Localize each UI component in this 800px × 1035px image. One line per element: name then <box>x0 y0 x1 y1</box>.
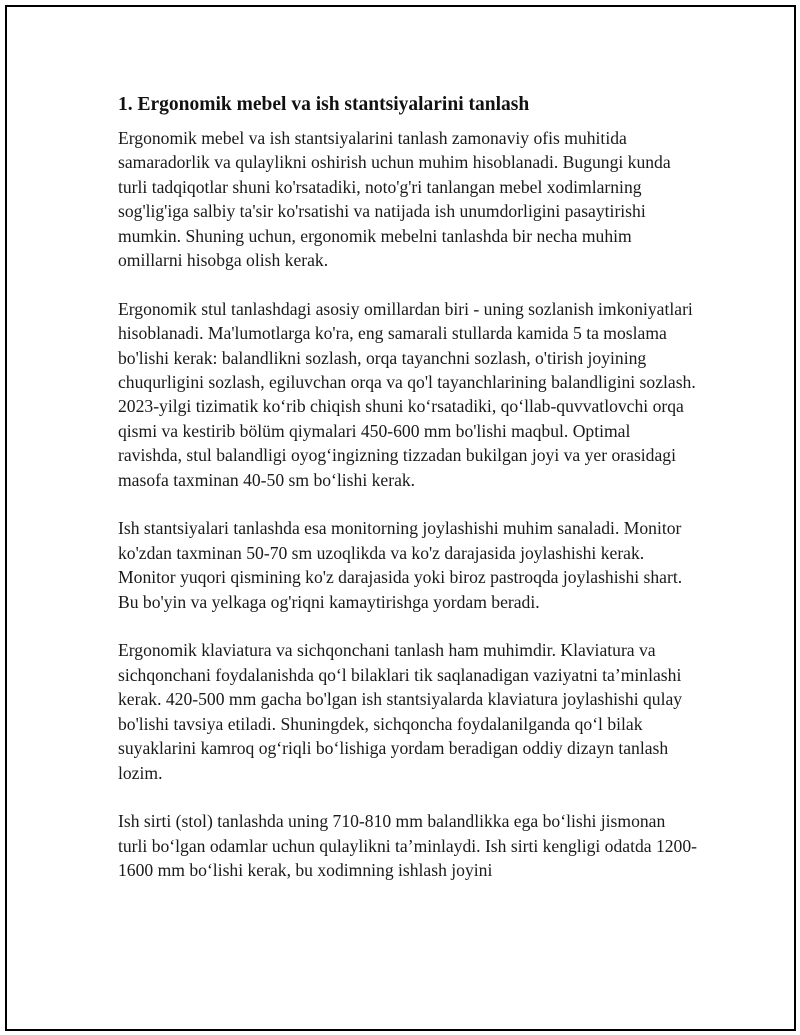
section-heading: 1. Ergonomik mebel va ish stantsiyalarini tanlash <box>118 94 530 115</box>
paragraph-desk: Ish sirti (stol) tanlashda uning 710-810 mm balandlikka ega bo‘lishi jismonan turli bo‘lgan odamlar uchun qulaylikni ta’minlaydi. Ish sirti kengligi odatda 1200-1600 mm bo‘lishi kerak, bu xodimning ishlash joyini <box>118 811 698 881</box>
paragraph-keyboard-mouse: Ergonomik klaviatura va sichqonchani tanlash ham muhimdir. Klaviatura va sichqonchani foydalanishda qo‘l bilaklari tik saqlanadigan vaziyatni ta’minlashi kerak. 420-500 mm gacha bo'lgan ish stantsiyalarda klaviatura joylashishi qulay bo'lishi tavsiya etiladi. Shuningdek, sichqoncha foydalanilganda qo‘l bilak suyaklarini kamroq og‘riqli bo‘lishiga yordam beradigan oddiy dizayn tanlash lozim. <box>118 640 683 783</box>
paragraph-intro: Ergonomik mebel va ish stantsiyalarini tanlash zamonaviy ofis muhitida samaradorlik va qulaylikni oshirish uchun muhim hisoblanadi. Bugungi kunda turli tadqiqotlar shuni ko'rsatadiki, noto'g'ri tanlangan mebel xodimlarning sog'lig'iga salbiy ta'sir ko'rsatishi va natijada ish unumdorligini pasaytirishi mumkin. Shuning uchun, ergonomik mebelni tanlashda bir necha muhim omillarni hisobga olish kerak. <box>118 128 671 271</box>
document-body <box>118 92 698 907</box>
paragraph-chair: Ergonomik stul tanlashdagi asosiy omillardan biri - uning sozlanish imkoniyatlari hisoblanadi. Ma'lumotlarga ko'ra, eng samarali stullarda kamida 5 ta moslama bo'lishi kerak: balandlikni sozlash, orqa tayanchni sozlash, o'tirish joyining chuqurligini sozlash, egiluvchan orqa va qo'l tayanchlarining balandligini sozlash. 2023-yilgi tizimatik ko‘rib chiqish shuni ko‘rsatadiki, qo‘llab-quvvatlovchi orqa qismi va kestirib bölüm qiymalari 450-600 mm bo'lishi maqbul. Optimal ravishda, stul balandligi oyog‘ingizning tizzadan bukilgan joyi va yer orasidagi masofa taxminan 40-50 sm bo‘lishi kerak. <box>118 298 696 490</box>
paragraph-monitor: Ish stantsiyalari tanlashda esa monitorning joylashishi muhim sanaladi. Monitor ko'zdan taxminan 50-70 sm uzoqlikda va ko'z darajasida joylashishi kerak. Monitor yuqori qismining ko'z darajasida yoki biroz pastroqda joylashishi shart. Bu bo'yin va yelkaga og'riqni kamaytirishga yordam beradi. <box>118 518 683 612</box>
